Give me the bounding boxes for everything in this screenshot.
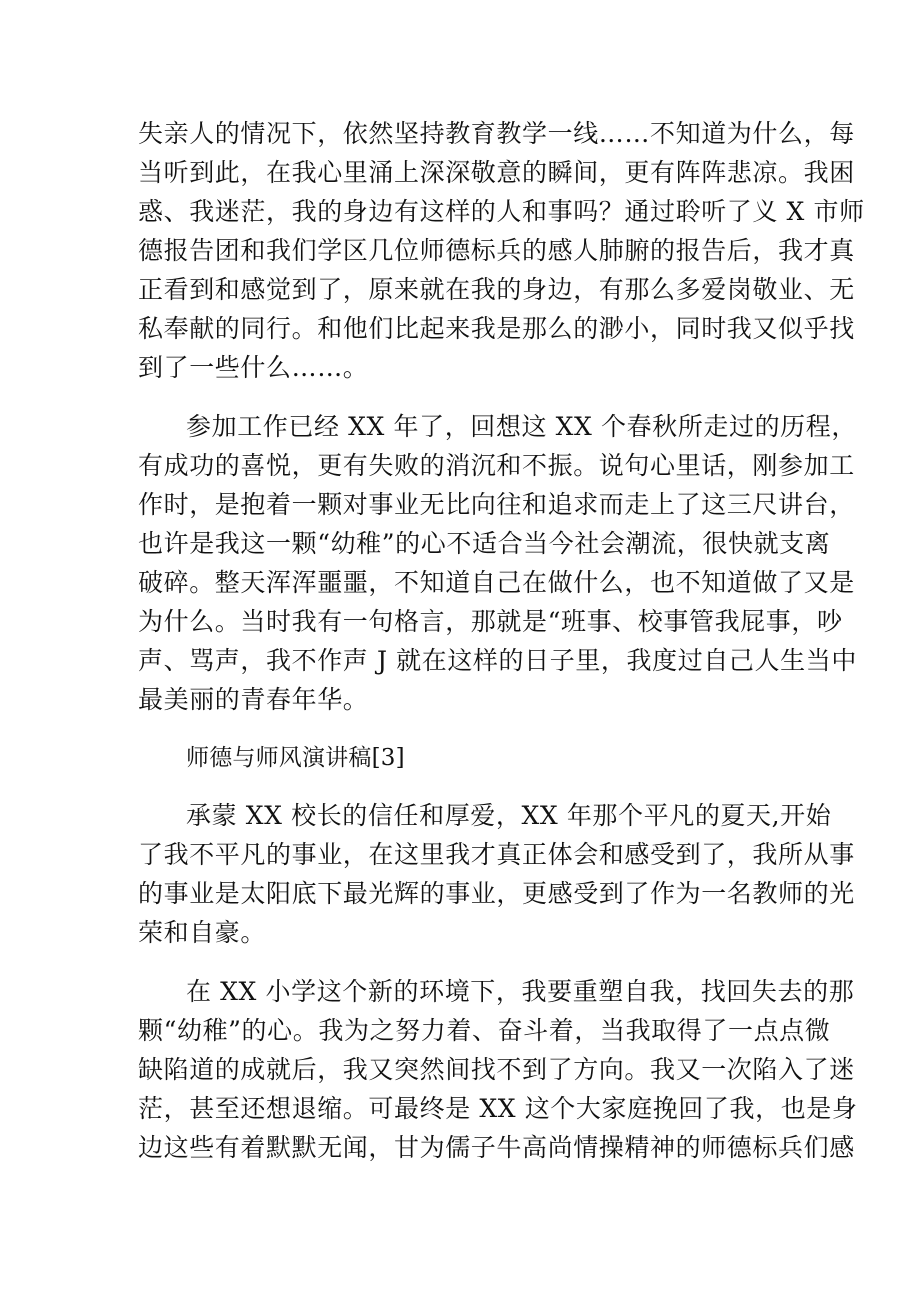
paragraph-2-line-4: 也许是我这一颗“幼稚”的心不适合当今社会潮流，很快就支离 <box>138 529 831 558</box>
paragraph-1-line-1: 失亲人的情况下，依然坚持教育教学一线……不知道为什么，每 <box>138 119 855 148</box>
paragraph-4-line-4: 茫，甚至还想退缩。可最终是 XX 这个大家庭挽回了我，也是身 <box>138 1094 858 1123</box>
paragraph-2-line-6: 为什么。当时我有一句格言，那就是“班事、校事管我屁事，吵 <box>138 607 843 636</box>
paragraph-3-line-1: 承蒙 XX 校长的信任和厚爱，XX 年那个平凡的夏天,开始 <box>186 801 832 830</box>
paragraph-1-line-4: 德报告团和我们学区几位师德标兵的感人肺腑的报告后，我才真 <box>138 236 855 265</box>
paragraph-1-line-7: 到了一些什么……。 <box>138 353 369 382</box>
paragraph-4-line-1: 在 XX 小学这个新的环境下，我要重塑自我，找回失去的那 <box>186 977 855 1006</box>
paragraph-3-line-3: 的事业是太阳底下最光辉的事业，更感受到了作为一名教师的光 <box>138 879 855 908</box>
paragraph-1-line-2: 当听到此，在我心里涌上深深敬意的瞬间，更有阵阵悲凉。我困 <box>138 158 855 187</box>
paragraph-1-line-3: 惑、我迷茫，我的身边有这样的人和事吗？通过聆听了义 X 市师 <box>138 197 865 226</box>
paragraph-2-line-5: 破碎。整天浑浑噩噩，不知道自己在做什么，也不知道做了又是 <box>138 568 855 597</box>
paragraph-4-line-2: 颗“幼稚”的心。我为之努力着、奋斗着，当我取得了一点点微 <box>138 1016 831 1045</box>
paragraph-2-line-3: 作时，是抱着一颗对事业无比向往和追求而走上了这三尺讲台， <box>138 490 855 519</box>
paragraph-2-line-8: 最美丽的青春年华。 <box>138 685 369 714</box>
paragraph-3-line-4: 荣和自豪。 <box>138 918 267 947</box>
paragraph-2-line-1: 参加工作已经 XX 年了，回想这 XX 个春秋所走过的历程， <box>186 412 857 441</box>
paragraph-1-line-5: 正看到和感觉到了，原来就在我的身边，有那么多爱岗敬业、无 <box>138 275 855 304</box>
paragraph-4-line-5: 边这些有着默默无闻，甘为儒子牛高尚情操精神的师德标兵们感 <box>138 1133 855 1162</box>
paragraph-4-line-3: 缺陷道的成就后，我又突然间找不到了方向。我又一次陷入了迷 <box>138 1055 855 1084</box>
paragraph-3-line-2: 了我不平凡的事业，在这里我才真正体会和感受到了，我所从事 <box>138 840 855 869</box>
section-heading: 师德与师风演讲稿[3] <box>186 745 405 771</box>
paragraph-2-line-2: 有成功的喜悦，更有失败的消沉和不振。说句心里话，刚参加工 <box>138 451 855 480</box>
paragraph-1-line-6: 私奉献的同行。和他们比起来我是那么的渺小，同时我又似乎找 <box>138 314 855 343</box>
paragraph-2-line-7: 声、骂声，我不作声 J 就在这样的日子里，我度过自己人生当中 <box>138 646 857 675</box>
